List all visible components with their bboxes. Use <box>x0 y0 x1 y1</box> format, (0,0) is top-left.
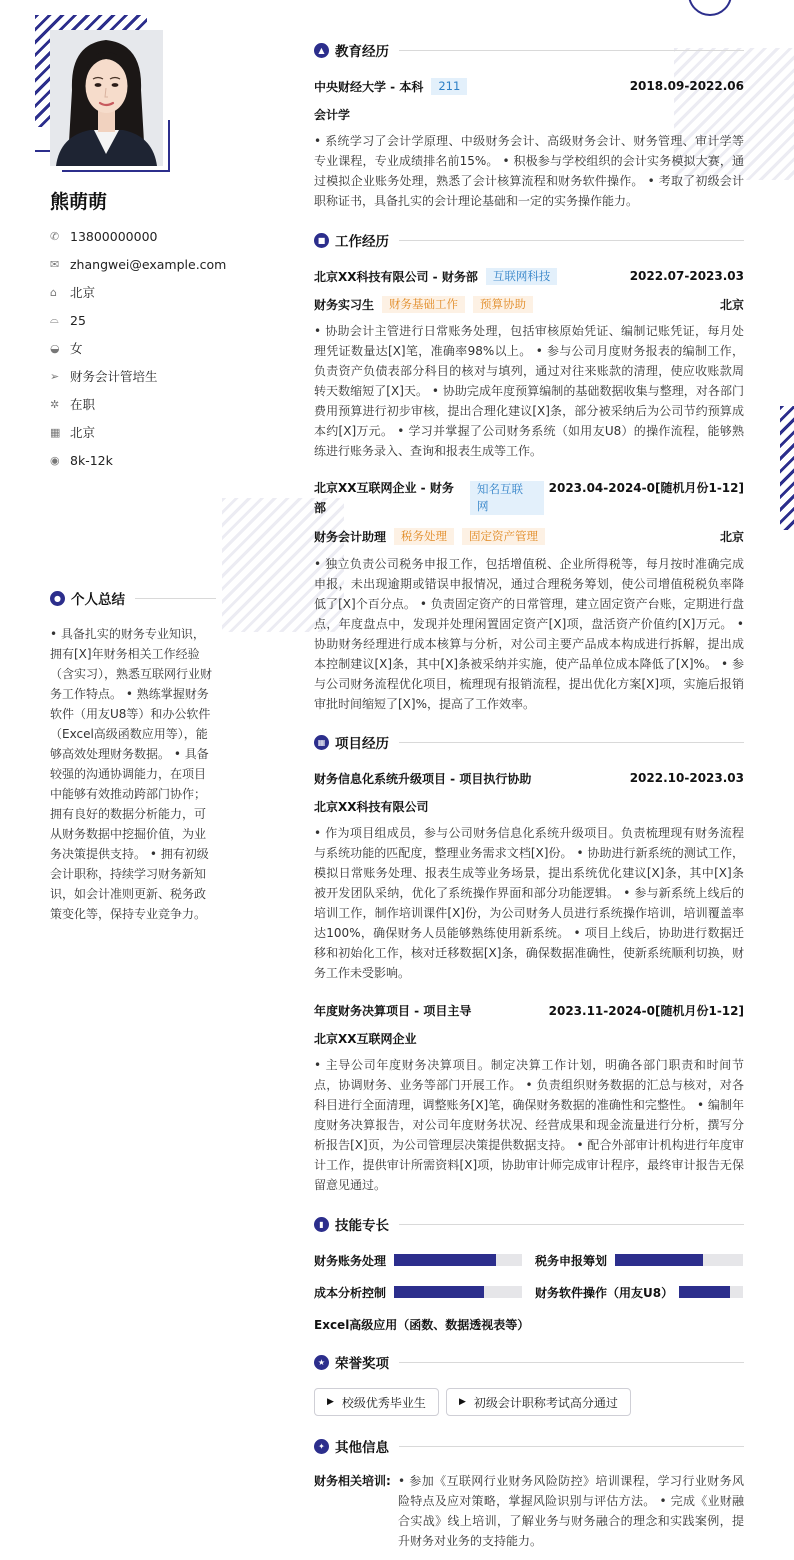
play-icon: ▶ <box>327 1397 334 1407</box>
info-text: 北京 <box>70 425 96 440</box>
grid-icon: ▦ <box>314 735 329 750</box>
graduation-cap-icon: ▲ <box>314 43 329 58</box>
info-row <box>50 310 86 330</box>
info-text: 25 <box>70 312 86 328</box>
work-period: 2022.07-2023.03 <box>629 269 744 283</box>
skill-level-bar <box>615 1254 743 1266</box>
info-row <box>50 254 226 274</box>
work-section-title: ■ 工作经历 <box>314 230 744 250</box>
info-text: 8k-12k <box>70 452 113 468</box>
info-row <box>50 422 95 442</box>
skill-name: Excel高级应用（函数、数据透视表等） <box>314 1317 530 1332</box>
info-text: 北京 <box>70 285 96 300</box>
send-icon: ➢ <box>50 369 60 383</box>
projects-section-title: ▦ 项目经历 <box>314 732 744 752</box>
other-section-title: ✦ 其他信息 <box>314 1436 744 1456</box>
award-icon: ★ <box>314 1355 329 1370</box>
honor-item: ▶ 初级会计职称考试高分通过 <box>446 1388 631 1416</box>
play-icon: ▶ <box>458 1397 466 1407</box>
user-icon: ● <box>50 591 65 606</box>
work-description: • 独立负责公司税务申报工作，包括增值税、企业所得税等，每月按时准确完成申报，未出现逾期或错误申报情况，通过合理税务筹划，使公司增值税税负率降低了[X]个百分点。 • 负责固定资产的日常管理，建立固定资产台账，定期进行盘点，年度盘点中，发现并处理闲置固定资产[X]项，盘活资产价值约[X]万元。 • 协助财务经理进行成本核算与分析，对公司主要产品成本构成进行拆解，提出成本控制建议[X]条，其中[X]条被采纳并实施，使产品单位成本降低了[X]%。 • 参与公司财务流程优化项目，梳理现有报销流程，提出优化方案[X]项，实施后报销审批时间缩短了[X]%，提高了工作效率。 <box>314 557 744 711</box>
company-tag: 知名互联 网 <box>470 481 544 515</box>
info-row <box>50 282 95 302</box>
work-period: 2023.04-2024-0[随机月份1-12] <box>548 481 744 495</box>
summary-section-title: ● 个人总结 <box>50 588 216 608</box>
gender-icon: ◒ <box>50 341 60 355</box>
skill-tag: 预算协助 <box>473 296 533 313</box>
education-period: 2018.09-2022.06 <box>629 79 744 93</box>
education-section-title: ▲ 教育经历 <box>314 40 744 60</box>
project-period: 2022.10-2023.03 <box>629 771 744 785</box>
skill-name: 成本分析控制 <box>314 1285 387 1300</box>
info-text: 女 <box>70 341 83 356</box>
project-org: 北京XX科技有限公司 <box>314 799 429 814</box>
other-description: • 参加《互联网行业财务风险防控》培训课程，学习行业财务风险特点及应对策略，掌握风险识别与评估方法。 • 完成《业财融合实战》线上培训，了解业务与财务融合的理念和实践案例，提升财务对业务的支持能力。 <box>398 1474 744 1548</box>
job-role: 财务实习生 <box>314 297 375 312</box>
info-text: zhangwei@example.com <box>70 256 227 272</box>
skill-level-bar <box>679 1286 743 1298</box>
info-row <box>50 394 95 414</box>
project-description: • 主导公司年度财务决算项目。制定决算工作计划，明确各部门职责和时间节点，协调财务、业务等部门开展工作。 • 负责组织财务数据的汇总与核对，对各科目进行全面清理，调整账务[X]笔，确保财务数据的准确性和完整性。 • 编制年度财务决算报告，对公司年度财务状况、经营成果和现金流量进行分析，撰写分析报告[X]页，为公司管理层决策提供数据支持。 • 配合外部审计机构进行年度审计工作，提供审计所需资料[X]项，协助审计师完成审计程序，最终审计报告无保留意见通过。 <box>314 1058 744 1192</box>
skill-name: 税务申报筹划 <box>535 1253 608 1268</box>
info-row <box>50 338 83 358</box>
skills-section-title: ▮ 技能专长 <box>314 1214 744 1234</box>
other-label: 财务相关培训: <box>314 1474 391 1488</box>
info-row <box>50 226 157 246</box>
skill-tag: 固定资产管理 <box>462 528 545 545</box>
skill-level-bar <box>394 1254 522 1266</box>
info-text: 13800000000 <box>70 228 158 244</box>
major: 会计学 <box>314 107 351 122</box>
phone-icon: ✆ <box>50 229 60 243</box>
school-name: 中央财经大学 - 本科 <box>314 79 424 94</box>
salary-icon: ◉ <box>50 453 60 467</box>
info-icon: ✦ <box>314 1439 329 1454</box>
briefcase-icon: ■ <box>314 233 329 248</box>
home-icon: ⌂ <box>50 285 57 299</box>
info-row <box>50 450 113 470</box>
school-tag: 211 <box>431 78 467 95</box>
mail-icon: ✉ <box>50 257 60 271</box>
avatar <box>50 30 163 166</box>
building-icon: ▦ <box>50 425 61 439</box>
bar-chart-icon: ▮ <box>314 1217 329 1232</box>
skill-name: 财务账务处理 <box>314 1253 387 1268</box>
company-tag: 互联网科技 <box>486 268 558 285</box>
project-period: 2023.11-2024-0[随机月份1-12] <box>548 1003 744 1018</box>
status-icon: ✲ <box>50 397 60 411</box>
skill-tag: 税务处理 <box>394 528 454 545</box>
job-city: 北京 <box>719 529 744 544</box>
info-row <box>50 366 158 386</box>
info-text: 在职 <box>70 397 96 412</box>
project-description: • 作为项目组成员，参与公司财务信息化系统升级项目。负责梳理现有财务流程与系统功能的匹配度，整理业务需求文档[X]份。 • 协助进行新系统的测试工作，模拟日常账务处理、报表生成等业务场景，提出系统优化建议[X]条，其中[X]条被开发团队采纳，优化了系统操作界面和部分功能逻辑。 • 参与新系统上线后的培训工作，制作培训课件[X]份，为公司财务人员进行系统操作培训，培训覆盖率达100%，确保财务人员能够熟练使用新系统。 • 项目上线后，协助进行数据迁移和初始化工作，核对迁移数据[X]条，确保数据准确性，使新系统顺利切换，财务工作未受影响。 <box>314 826 744 980</box>
skill-level-bar <box>394 1286 522 1298</box>
summary-text: • 具备扎实的财务专业知识，拥有[X]年财务相关工作经验（含实习），熟悉互联网行业财务工作特点。 • 熟练掌握财务软件（用友U8等）和办公软件（Excel高级函数应用等），能够高效处理财务数据。 • 具备较强的沟通协调能力，在项目中能够有效推动跨部门协作；拥有良好的数据分析能力，可从财务数据中挖掘价值，为业务决策提供支持。 • 拥有初级会计职称，持续学习财务新知识，如会计准则更新、税务政策变化等，保持专业竞争力。 <box>50 627 213 921</box>
education-description: • 系统学习了会计学原理、中级财务会计、高级财务会计、财务管理、审计学等专业课程，专业成绩排名前15%。 • 积极参与学校组织的会计实务模拟大赛，通过模拟企业账务处理，熟悉了会计核算流程和财务软件操作。 • 考取了初级会计职称证书，具备扎实的会计理论基础和一定的实务操作能力。 <box>314 134 744 208</box>
info-text: 财务会计管培生 <box>70 369 158 384</box>
job-city: 北京 <box>719 297 744 312</box>
decorative-stripes <box>780 406 794 530</box>
project-name: 财务信息化系统升级项目 - 项目执行协助 <box>314 771 532 786</box>
project-name: 年度财务决算项目 - 项目主导 <box>314 1003 472 1018</box>
honor-item: ▶ 校级优秀毕业生 <box>314 1388 439 1416</box>
cake-icon: ⌓ <box>50 313 59 326</box>
job-role: 财务会计助理 <box>314 529 387 544</box>
candidate-name: 熊萌萌 <box>50 191 108 213</box>
work-description: • 协助会计主管进行日常账务处理，包括审核原始凭证、编制记账凭证，每月处理凭证数量达[X]笔，准确率98%以上。 • 参与公司月度财务报表的编制工作，负责资产负债表部分科目的核对与填列，通过对往来账款的清理，使应收账款周转天数缩短了[X]天。 • 协助完成年度预算编制的基础数据收集与整理，对各部门费用预算进行初步审核，提出合理化建议[X]条，部分被采纳后为公司节约预算成本约[X]万元。 • 学习并掌握了公司财务系统（如用友U8）的操作流程，能够熟练进行账务录入、查询和报表生成等工作。 <box>314 324 744 458</box>
decorative-circle <box>688 0 732 16</box>
company-name: 北京XX互联网企业 - 财务 部 <box>314 481 454 515</box>
honors-section-title: ★ 荣誉奖项 <box>314 1352 744 1372</box>
project-org: 北京XX互联网企业 <box>314 1031 417 1046</box>
company-name: 北京XX科技有限公司 - 财务部 <box>314 269 478 284</box>
skill-tag: 财务基础工作 <box>382 296 465 313</box>
skill-name: 财务软件操作（用友U8） <box>535 1285 674 1300</box>
